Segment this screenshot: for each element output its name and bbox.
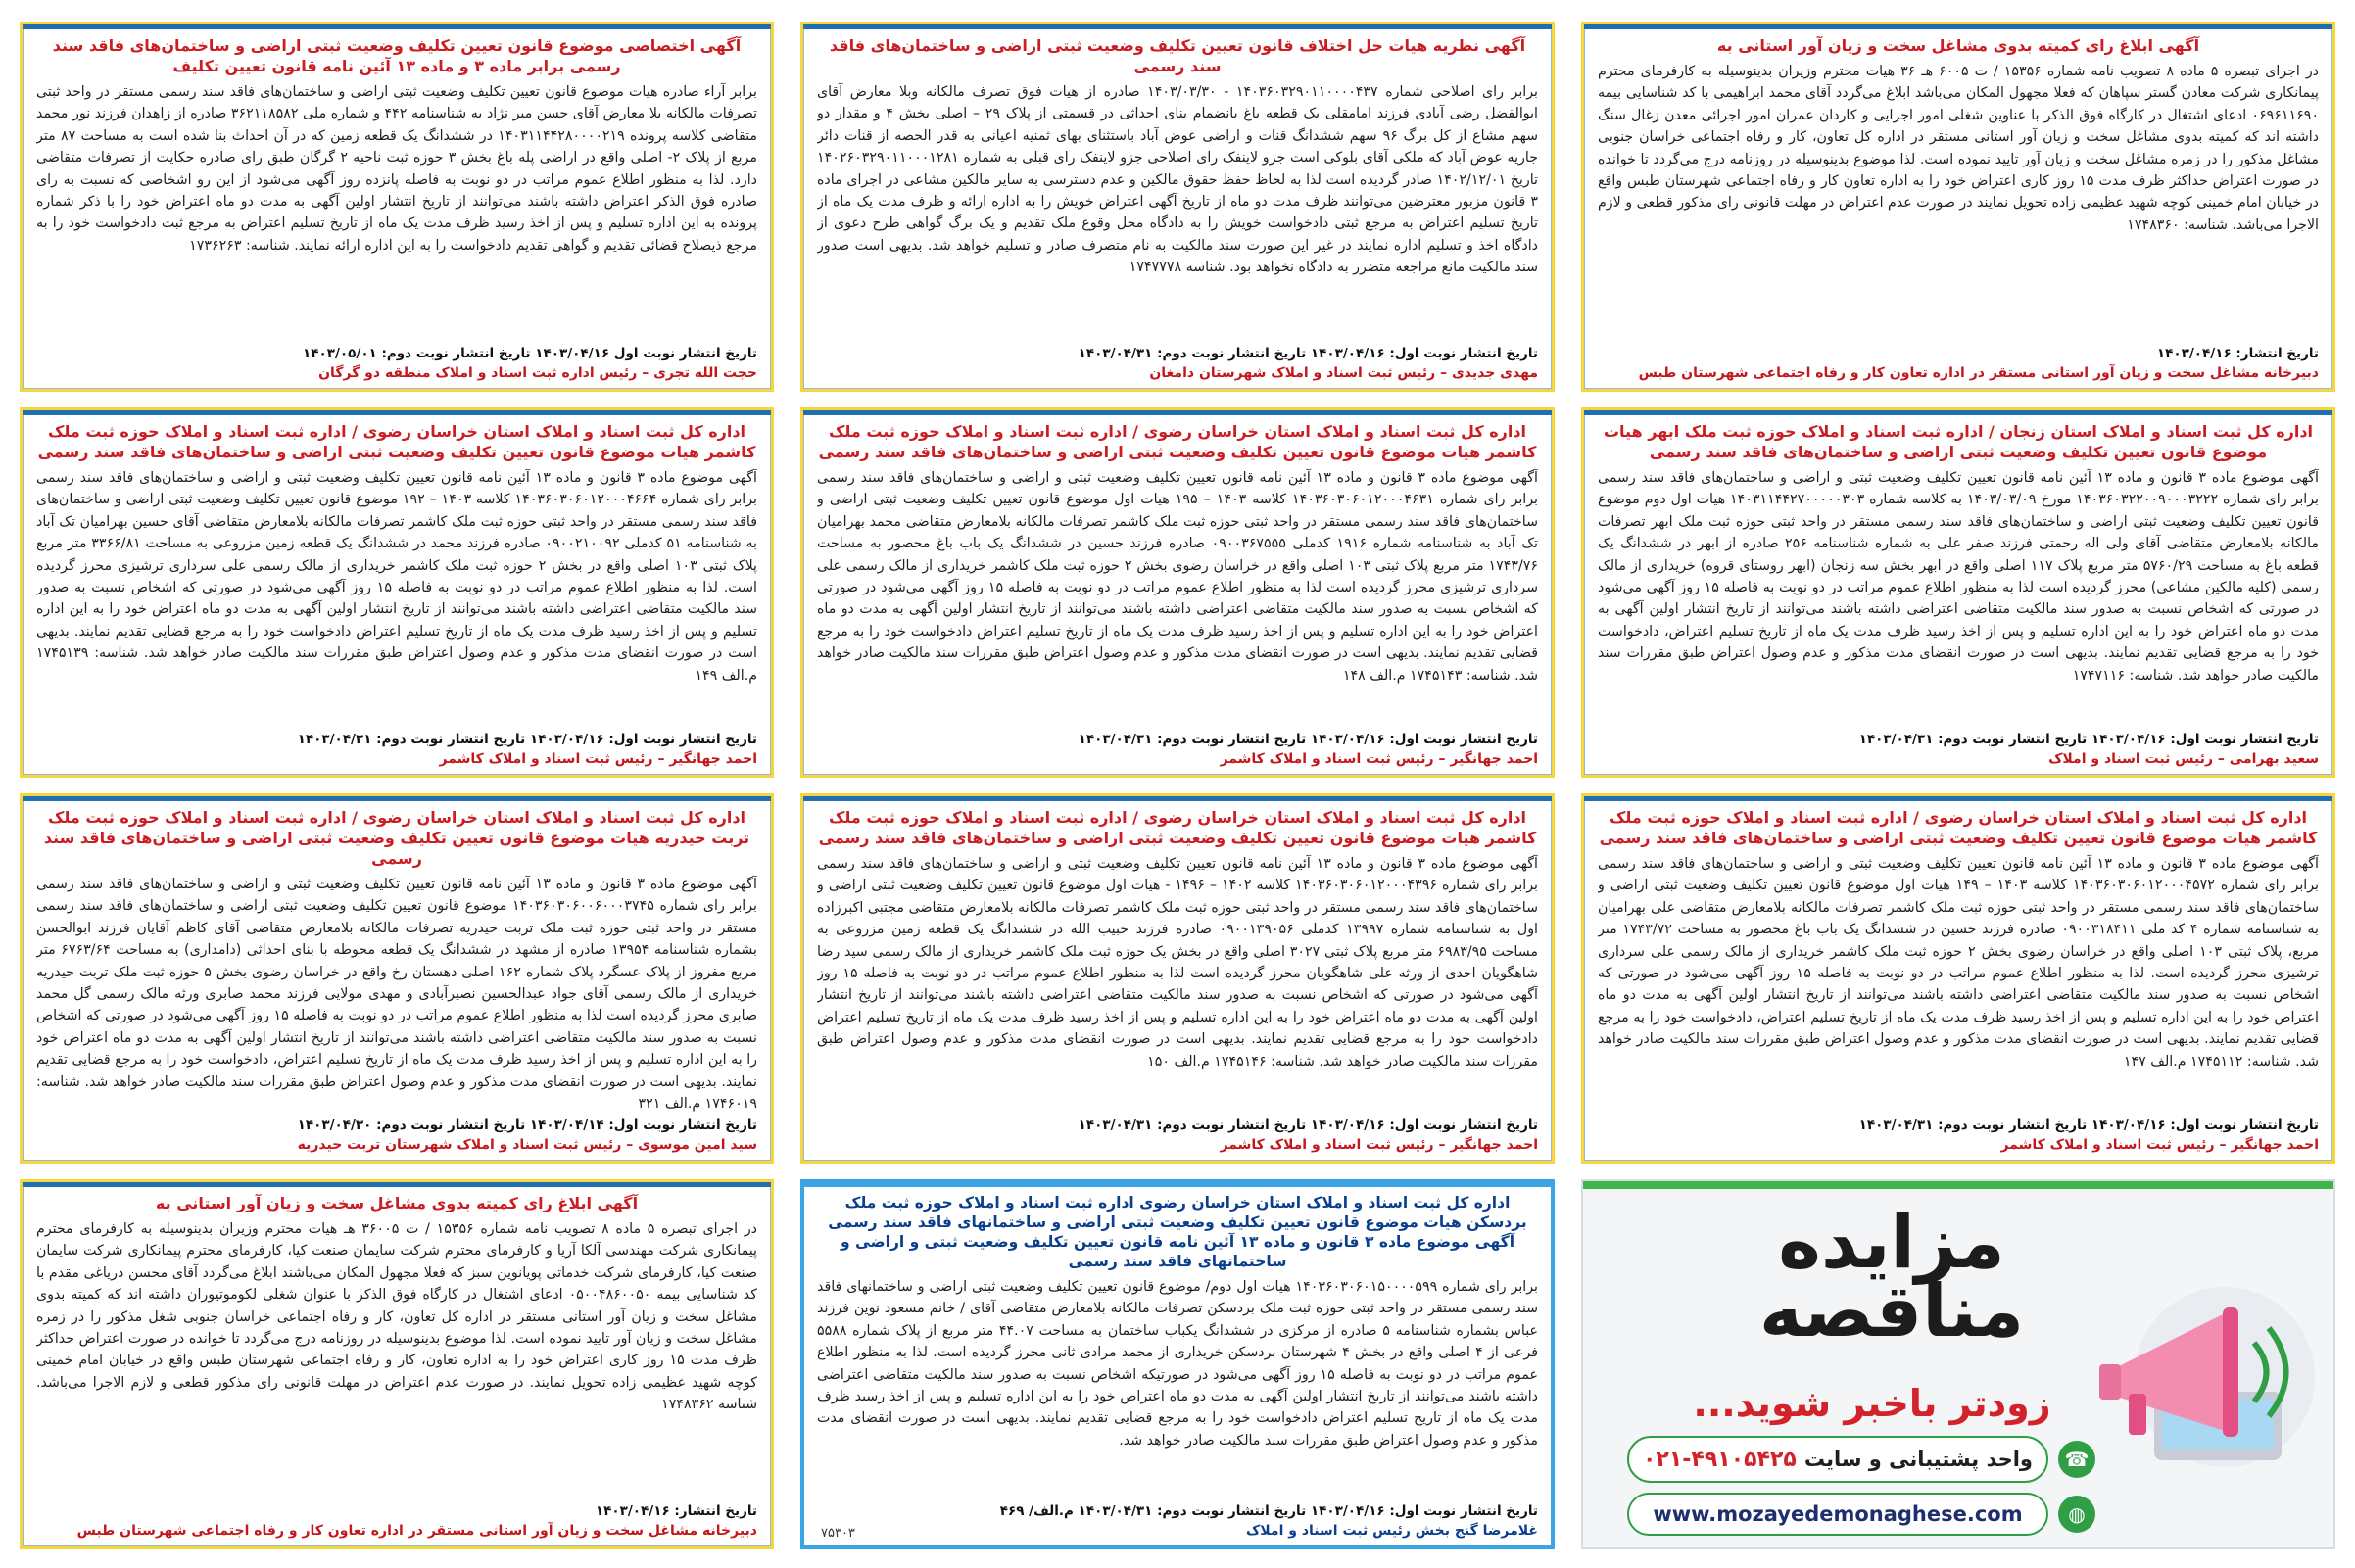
notice-signer: سید امین موسوی – رئیس ثبت اسناد و املاک شهرستان تربت حیدریه — [297, 1137, 757, 1153]
notice-date: تاریخ انتشار نوبت اول: ۱۴۰۳/۰۴/۱۶ تاریخ انتشار نوبت دوم: ۱۴۰۳/۰۴/۳۱ — [1078, 346, 1538, 361]
notice-body: آگهی موضوع ماده ۳ قانون و ماده ۱۳ آئین نامه قانون تعیین تکلیف وضعیت ثبتی و اراضی و ساختمان‌های فاقد سند رسمی برابر رای شماره ۱۴۰۳۶۰۳۰۶۰۱۲۰۰۰۴۶۳۱ کلاسه ۱۴۰۳ – ۱۹۵ هیات اول موضوع قانون تعیین تکلیف وضعیت ثبتی اراضی و ساختمان‌های فاقد سند رسمی مستقر در واحد ثبتی حوزه ثبت ملک کاشمر تصرفات مالکانه بلامعارض متقاضی محمد بهرامیان تک آباد به شناسنامه شماره ۱۹۱۶ کدملی ۰۹۰۰۳۶۷۵۵۵ صادره فرزند حسین در ششدانگ یک باب باغ محصور به مساحت ۱۷۴۳/۷۶ متر مربع پلاک ثبتی ۱۰۳ اصلی واقع در خراسان رضوی بخش ۲ حوزه ثبت ملک کاشمر خریداری از مالک رسمی علی سرداری ترشیزی محرز گردیده است لذا به منظور اطلاع عموم مراتب در دو نوبت به فاصله ۱۵ روز آگهی می‌شود در صورتی که اشخاص نسبت به صدور سند مالکیت متقاضی اعتراضی داشته باشند می‌توانند از تاریخ انتشار اولین آگهی به مدت دو ماه اعتراض خود را به این اداره تسلیم و پس از اخذ رسید ظرف مدت یک ماه از تاریخ تسلیم اعتراض دادخواست خود را به مرجع قضایی تقدیم نمایند. بدیهی است در صورت انقضای مدت مذکور و عدم وصول اعتراض طبق مقررات سند مالکیت صادر خواهد شد. شناسه: ۱۷۴۵۱۴۳ م.الف ۱۴۸ — [817, 470, 1538, 684]
notice-date: تاریخ انتشار: ۱۴۰۳/۰۴/۱۶ — [595, 1503, 757, 1519]
notice-body: در اجرای تبصره ۵ ماده ۸ تصویب نامه شماره ۱۵۳۵۶ / ت ۶۰۰۵ هـ ۳۶ هیات محترم وزیران بدینوسیله به کارفرمای محترم پیمانکاری شرکت معادن گستر سپاهان که فعلا مجهول المکان می‌باشد ابلاغ می‌گردد آقای محمد ابراهیمی با کد شناسایی بیمه ۰۶۹۶۱۱۶۹۰ ادعای اشتغال در کارگاه فوق الذکر با عناوین شغلی امور اجرایی و کاردان عمران امور اجرائی معدن زغال سنگ داشته اند که کمیته بدوی مشاغل سخت و زیان آور استانی مستقر در اداره کل تعاون، کار و رفاه اجتماعی خراسان جنوبی مشاغل مذکور را در زمره مشاغل سخت و زیان آور تایید نموده است. لذا موضوع بدینوسیله در روزنامه درج می‌گردد تا خوانده در صورت اعتراض حداکثر ظرف مدت ۱۵ روز کاری اعتراض خود را به اداره تعاون کار و رفاه اجتماعی شهرستان طبس واقع در خیابان امام خمینی کوچه شهید عظیمی زاده تحویل نمایند در صورت عدم اعتراض در مهلت قانونی رای مذکور قطعی و لازم الاجرا می‌باشد. شناسه: ۱۷۴۸۳۶۰ — [1598, 64, 2319, 233]
notice-date: تاریخ انتشار نوبت اول: ۱۴۰۳/۰۴/۱۶ تاریخ انتشار نوبت دوم: ۱۴۰۳/۰۴/۳۱ — [1078, 1117, 1538, 1133]
support-phone-box[interactable] — [1627, 1436, 2048, 1483]
support-phone-number[interactable]: ۰۲۱-۴۹۱۰۵۴۲۵ — [1643, 1447, 1797, 1472]
notice-title: اداره کل ثبت اسناد و املاک استان خراسان رضوی / اداره ثبت اسناد و املاک حوزه ثبت ملک تربت حیدریه هیات موضوع قانون تعیین تکلیف وضعیت ثبتی اراضی و ساختمان‌های فاقد سند رسمی — [43, 808, 750, 868]
notice-body: آگهی موضوع ماده ۳ قانون و ماده ۱۳ آئین نامه قانون تعیین تکلیف وضعیت ثبتی و اراضی و ساختمان‌های فاقد سند رسمی برابر رای شماره ۱۴۰۳۶۰۳۰۶۰۰۶۰۰۰۳۷۴۵ موضوع قانون تعیین تکلیف وضعیت ثبتی اراضی و ساختمان‌های فاقد سند رسمی مستقر در واحد ثبتی حوزه ثبت ملک تربت حیدریه تصرفات مالکانه بلامعارض متقاضی آقای کاظم آقایان فرزند ابوالحسن بشماره شناسنامه ۱۳۹۵۴ صادره از مشهد در ششدانگ یک قطعه محوطه با بنای احداثی (دامداری) به مساحت ۶۷۶۳/۶۴ متر مربع مفروز از پلاک عسگرد پلاک شماره ۱۶۲ اصلی دهستان رخ واقع در خراسان رضوی بخش ۵ حوزه ثبت ملک تربت حیدریه خریداری از مالک رسمی آقای جواد عبدالحسین نصیرآبادی و مهدی مولایی فرزند محمد صابری ورثه مالک رسمی گل محمد صابری محرز گردیده است لذا به منظور اطلاع عموم مراتب در دو نوبت به فاصله ۱۵ روز آگهی می‌شود در صورتی که اشخاص نسبت به صدور سند مالکیت متقاضی اعتراضی داشته باشند می‌توانند از تاریخ انتشار اولین آگهی به مدت دو ماه اعتراض خود را به این اداره تسلیم و پس از اخذ رسید ظرف مدت یک ماه از تاریخ تسلیم اعتراض، دادخواست خود را به مرجع قضایی تقدیم نمایند. بدیهی است در صورت انقضای مدت مذکور و عدم وصول اعتراض طبق مقررات سند مالکیت صادر خواهد شد. شناسه: ۱۷۴۶۰۱۹ م.الف ۳۲۱ — [36, 877, 757, 1113]
notice-tabas-2 — [20, 1179, 774, 1549]
notice-abhar — [1581, 407, 2335, 778]
notice-signer: دبیرخانه مشاغل سخت و زیان آور استانی مستقر در اداره تعاون کار و رفاه اجتماعی شهرستان طبس — [1638, 365, 2319, 381]
logo-line-2: مناقصه — [1758, 1269, 2025, 1354]
notice-body: آگهی موضوع ماده ۳ قانون و ماده ۱۳ آئین نامه قانون تعیین تکلیف وضعیت ثبتی و اراضی و ساختمان‌های فاقد سند رسمی برابر رای شماره ۱۴۰۳۶۰۳۰۶۰۱۲۰۰۰۴۶۶۴ کلاسه ۱۴۰۳ – ۱۹۲ موضوع قانون تعیین تکلیف وضعیت ثبتی اراضی و ساختمان‌های فاقد سند رسمی مستقر در واحد ثبتی حوزه ثبت ملک کاشمر تصرفات مالکانه بلامعارض متقاضی آقای حسین بهرامیان تک آباد به شناسنامه ۵۱ کدملی ۰۹۰۰۲۱۰۰۹۲ صادره فرزند محمد در ششدانگ یک قطعه زمین مزروعی به مساحت ۳۳۶۶/۸۱ متر مربع پلاک ثبتی ۱۰۳ اصلی واقع در بخش ۲ حوزه ثبت ملک کاشمر خریداری از مالک رسمی علی سرداری ترشیزی محرز گردیده است. لذا به منظور اطلاع عموم مراتب در دو نوبت به فاصله ۱۵ روز آگهی می‌شود در صورتی که اشخاص نسبت به صدور سند مالکیت متقاضی اعتراضی داشته باشند می‌توانند از تاریخ انتشار اولین آگهی به مدت دو ماه اعتراض خود را به این اداره تسلیم و پس از اخذ رسید ظرف مدت یک ماه از تاریخ تسلیم اعتراض دادخواست خود را به مرجع قضایی تقدیم نمایند. بدیهی است در صورت انقضای مدت مذکور و عدم وصول اعتراض طبق مقررات سند مالکیت صادر خواهد شد. شناسه: ۱۷۴۵۱۳۹ م.الف ۱۴۹ — [36, 470, 757, 684]
notice-date: تاریخ انتشار: ۱۴۰۳/۰۴/۱۶ — [2156, 346, 2319, 361]
notice-title: اداره کل ثبت اسناد و املاک استان خراسان رضوی / اداره ثبت اسناد و املاک حوزه ثبت ملک کاشمر هیات موضوع قانون تعیین تکلیف وضعیت ثبتی اراضی و ساختمان‌های فاقد سند رسمی — [1599, 808, 2318, 847]
notice-body: آگهی موضوع ماده ۳ قانون و ماده ۱۳ آئین نامه قانون تعیین تکلیف وضعیت ثبتی و اراضی و ساختمان‌های فاقد سند رسمی برابر رای شماره ۱۴۰۳۶۰۳۰۶۰۱۲۰۰۰۴۵۷۲ کلاسه ۱۴۰۳ – ۱۴۹ هیات اول موضوع قانون تعیین تکلیف وضعیت ثبتی اراضی و ساختمان‌های فاقد سند رسمی مستقر در واحد ثبتی حوزه ثبت ملک کاشمر تصرفات مالکانه بلامعارض متقاضی علی بهرامیان به شناسنامه شماره ۴ کد ملی ۰۹۰۰۳۱۸۴۱۱ صادره فرزند حسین در ششدانگ یک باب باغ محصور به مساحت ۱۷۴۳/۷۲ متر مربع، پلاک ثبتی ۱۰۳ اصلی واقع در خراسان رضوی بخش ۲ حوزه ثبت ملک کاشمر خریداری از مالک رسمی علی سرداری ترشیزی محرز گردیده است. لذا به منظور اطلاع عموم مراتب در دو نوبت به فاصله ۱۵ روز آگهی می‌شود در صورتی که اشخاص نسبت به صدور سند مالکیت متقاضی اعتراضی داشته باشند می‌توانند از تاریخ انتشار اولین آگهی به مدت دو ماه اعتراض خود را به این اداره تسلیم و پس از اخذ رسید ظرف مدت یک ماه از تاریخ تسلیم اعتراض، دادخواست خود را به مرجع قضایی تقدیم نمایند. بدیهی است در صورت انقضای مدت مذکور و عدم وصول اعتراض طبق مقررات سند مالکیت صادر خواهد شد. شناسه: ۱۷۴۵۱۱۲ م.الف ۱۴۷ — [1598, 856, 2319, 1069]
notice-torbat-heydarieh — [20, 793, 774, 1164]
notice-signer: احمد جهانگیر – رئیس ثبت اسناد و املاک کاشمر — [439, 751, 757, 767]
notice-date: تاریخ انتشار نوبت اول: ۱۴۰۳/۰۴/۱۶ تاریخ انتشار نوبت دوم: ۱۴۰۳/۰۴/۳۱ — [297, 732, 757, 747]
notice-date: تاریخ انتشار نوبت اول: ۱۴۰۳/۰۴/۱۶ تاریخ انتشار نوبت دوم: ۱۴۰۳/۰۴/۳۱ م.الف/ ۴۶۹ — [999, 1503, 1538, 1519]
notice-kashmar-149 — [20, 407, 774, 778]
notice-body: برابر آراء صادره هیات موضوع قانون تعیین تکلیف وضعیت ثبتی اراضی و ساختمان‌های فاقد سند رسمی مستقر در واحد ثبتی تصرفات مالکانه بلا معارض آقای حسن میر نژاد به شناسنامه ۴۴۲ و شماره ملی ۳۶۲۱۱۸۵۸۲ صادره از زاهدان فرزند نور محمد متقاضی کلاسه پرونده ۱۴۰۳۱۱۴۴۲۸۰۰۰۰۲۱۹ در ششدانگ یک قطعه زمین که در آن احداث بنا شده است به مساحت ۸۷ متر مربع از پلاک ۲- اصلی واقع در اراضی پله باغ بخش ۳ حوزه ثبت ناحیه ۲ گرگان طبق رای صادره حکایت از تصرفات متقاضی دارد. لذا به منظور اطلاع عموم مراتب در دو نوبت به فاصله پانزده روز آگهی می‌شود از این رو اشخاصی که نسبت به رای صادره فوق الذکر اعتراض داشته باشند می‌توانند از تاریخ انتشار اولین آگهی به مدت دو ماه اعتراض خود را با ذکر شماره پرونده به این اداره تسلیم و پس از اخذ رسید ظرف مدت یک ماه از تاریخ تسلیم اعتراض به مرجع ثبت دادخواست خود را به مرجع ذیصلاح قضائی تقدیم و گواهی تقدیم دادخواست را به این اداره ارائه نمایند. شناسه: ۱۷۳۶۲۶۳ — [36, 84, 757, 254]
logo-line-1: مزایده — [1778, 1201, 2005, 1285]
notice-signer: احمد جهانگیر – رئیس ثبت اسناد و املاک کاشمر — [2000, 1137, 2319, 1153]
notice-title: آگهی اختصاصی موضوع قانون تعیین تکلیف وضعیت ثبتی اراضی و ساختمان‌های فاقد سند رسمی برابر ماده ۳ و ماده ۱۳ آئین نامه قانون تعیین تکلیف — [52, 36, 742, 75]
notice-signer: احمد جهانگیر – رئیس ثبت اسناد و املاک کاشمر — [1220, 1137, 1538, 1153]
notice-date: تاریخ انتشار نوبت اول: ۱۴۰۳/۰۴/۱۶ تاریخ انتشار نوبت دوم: ۱۴۰۳/۰۴/۳۱ — [1858, 732, 2319, 747]
notice-tabas-1 — [1581, 22, 2335, 392]
globe-icon: ◍ — [2058, 1496, 2095, 1533]
notice-signer: غلامرضا گنج بخش رئیس ثبت اسناد و املاک — [1245, 1523, 1538, 1539]
notice-kashmar-147 — [1581, 793, 2335, 1164]
notice-body: برابر رای شماره ۱۴۰۳۶۰۳۰۶۰۱۵۰۰۰۰۵۹۹ هیات اول دوم/ موضوع قانون تعیین تکلیف وضعیت ثبتی اراضی و ساختمانهای فاقد سند رسمی مستقر در واحد ثبتی حوزه ثبت ملک بردسکن تصرفات مالکانه بلامعارض متقاضی آقای / خانم مسعود نوین فرزند عباس بشماره شناسنامه ۵ صادره از مرکزی در ششدانگ یکباب ساختمان به مساحت ۴۴.۰۷ متر مربع از پلاک شماره ۵۵۸۸ فرعی از ۴ اصلی واقع در بخش ۴ شهرستان بردسکن خریداری از محمد مرادی ثانی محرز گردیده است. لذا به منظور اطلاع عموم مراتب در دو نوبت به فاصله ۱۵ روز آگهی می‌شود در صورتیکه اشخاص نسبت به صدور سند مالکیت متقاضی اعتراضی داشته باشند می‌توانند از تاریخ انتشار اولین آگهی به مدت دو ماه اعتراض خود را به این اداره تسلیم و پس از اخذ رسید ظرف مدت یک ماه از تاریخ تسلیم اعتراض دادخواست خود را به مرجع قضایی تقدیم نمایند. بدیهی است در صورت انقضای مدت مذکور و عدم وصول اعتراض طبق مقررات سند مالکیت صادر خواهد شد. — [817, 1279, 1538, 1449]
notice-date: تاریخ انتشار نوبت اول: ۱۴۰۳/۰۴/۱۶ تاریخ انتشار نوبت دوم: ۱۴۰۳/۰۴/۳۱ — [1078, 732, 1538, 747]
brand-logo — [1715, 1201, 2068, 1354]
advertisement-banner[interactable] — [1581, 1179, 2335, 1549]
notice-kashmar-148 — [800, 407, 1555, 778]
notice-signer: دبیرخانه مشاغل سخت و زیان آور استانی مستقر در اداره تعاون کار و رفاه اجتماعی شهرستان طبس — [76, 1523, 757, 1539]
notice-date: تاریخ انتشار نوبت اول: ۱۴۰۳/۰۴/۱۶ تاریخ انتشار نوبت دوم: ۱۴۰۳/۰۴/۳۱ — [1858, 1117, 2319, 1133]
notice-title: اداره کل ثبت اسناد و املاک استان خراسان رضوی / اداره ثبت اسناد و املاک حوزه ثبت ملک کاشمر هیات موضوع قانون تعیین تکلیف وضعیت ثبتی اراضی و ساختمان‌های فاقد سند رسمی — [818, 808, 1537, 847]
ad-tagline: زودتر باخبر شوید... — [1693, 1382, 2051, 1425]
notice-title: اداره کل ثبت اسناد و املاک استان خراسان رضوی / اداره ثبت اسناد و املاک حوزه ثبت ملک کاشمر هیات موضوع قانون تعیین تکلیف وضعیت ثبتی اراضی و ساختمان‌های فاقد سند رسمی — [818, 422, 1537, 461]
notices-page — [20, 22, 2335, 1549]
notice-title: آگهی نظریه هیات حل اختلاف قانون تعیین تکلیف وضعیت ثبتی اراضی و ساختمان‌های فاقد سند رسمی — [829, 36, 1526, 75]
ad-top-stripe — [1583, 1181, 2333, 1189]
notice-body: آگهی موضوع ماده ۳ قانون و ماده ۱۳ آئین نامه قانون تعیین تکلیف وضعیت ثبتی و اراضی و ساختمان‌های فاقد سند رسمی برابر رای شماره ۱۴۰۳۶۰۳۲۲۰۰۹۰۰۰۳۲۲۲ مورخ ۱۴۰۳/۰۳/۰۹ به کلاسه شماره ۱۴۰۳۱۱۴۴۲۷۰۰۰۰۰۳۰۳ هیات اول دوم موضوع قانون تعیین تکلیف وضعیت ثبتی اراضی و ساختمان‌های فاقد سند رسمی مستقر در واحد ثبتی حوزه ثبت ملک ابهر تصرفات مالکانه بلامعارض متقاضی آقای ولی اله رحمتی فرزند صفر علی به شماره شناسنامه ۲۵۶ صادره از ابهر در ششدانگ یک قطعه باغ به مساحت ۵۷۶۰/۲۹ متر مربع پلاک ۱۱۷ اصلی واقع در ابهر بخش سه زنجان (ابهر روستای قروه) خریداری از مالک رسمی (کلیه مالکین مشاعی) محرز گردیده است لذا به منظور اطلاع عموم مراتب در دو نوبت به فاصله ۱۵ روز آگهی می‌شود در صورتی که اشخاص نسبت به صدور سند مالکیت متقاضی اعتراضی داشته باشند می‌توانند از تاریخ انتشار اولین آگهی به مدت دو ماه اعتراض خود را به این اداره تسلیم و پس از اخذ رسید ظرف مدت یک ماه از تاریخ تسلیم اعتراض، دادخواست خود را به مرجع قضایی تقدیم نمایند. بدیهی است در صورت انقضای مدت مذکور و عدم وصول اعتراض طبق مقررات سند مالکیت صادر خواهد شد. شناسه: ۱۷۴۷۱۱۶ — [1598, 470, 2319, 684]
notice-body: برابر رای اصلاحی شماره ۱۴۰۳۶۰۳۲۹۰۱۱۰۰۰۰۴۳۷ - ۱۴۰۳/۰۳/۳۰ صادره از هیات فوق تصرف مالکانه وبلا معارض آقای ابوالفضل رضی آبادی فرزند امامقلی یک قطعه باغ بانضمام بنای احداثی در قسمتی از پلاک ۲۹ – اصلی بخش ۴ و مقدار دو سهم مشاع از کل برگ ۹۶ سهم ششدانگ قنات و اراضی عوض آباد باستثنای بهای ثمنیه اعیانی به قدر الحصه از قنات دائر جاریه عوض آباد که ملکی آقای بلوکی است جزو لاینفک رای اصلاحی جزو لاینفک رای قبلی به شماره ۱۴۰۲۶۰۳۲۹۰۱۱۰۰۰۱۲۸۱ تاریخ ۱۴۰۲/۱۲/۰۱ صادر گردیده است لذا به لحاظ حفظ حقوق مالکین و عدم دسترسی به سایر مالکین مشاعی در اجرای ماده ۳ قانون مزبور معترضین می‌توانند ظرف مدت دو ماه از تاریخ آگهی اعتراض خویش را به اداره ارائه و ظرف مدت یک ماه از تاریخ تسلیم اعتراض به مرجع ثبتی دادخواست خویش را به دادگاه محل وقوع ملک تقدیم و یک برگ گواهی طرح دعوی از دادگاه اخذ و تسلیم اداره نمایند در غیر این صورت سند مالکیت به نام متصرف صادر و تسلیم خواهد شد. بدیهی است صدور سند مالکیت مانع مراجعه متضرر به دادگاه نخواهد بود. شناسه ۱۷۴۷۷۷۸ — [817, 84, 1538, 276]
page-number: ۷۵۳۰۳ — [821, 1526, 855, 1541]
notice-signer: احمد جهانگیر – رئیس ثبت اسناد و املاک کاشمر — [1220, 751, 1538, 767]
notice-kashmar-150 — [800, 793, 1555, 1164]
notice-signer: مهدی جدیدی – رئیس ثبت اسناد و املاک شهرستان دامغان — [1149, 365, 1538, 381]
notice-date: تاریخ انتشار نوبت اول: ۱۴۰۳/۰۴/۱۴ تاریخ انتشار نوبت دوم: ۱۴۰۳/۰۴/۳۰ — [297, 1117, 757, 1133]
notice-date: تاریخ انتشار نوبت اول ۱۴۰۳/۰۴/۱۶ تاریخ انتشار نوبت دوم: ۱۴۰۳/۰۵/۰۱ — [303, 346, 757, 361]
notice-title: آگهی ابلاغ رای کمیته بدوی مشاغل سخت و زیان آور استانی به — [1716, 36, 2200, 55]
megaphone-icon — [2078, 1274, 2323, 1480]
support-label: واحد پشتیبانی و سایت — [1803, 1448, 2033, 1471]
notice-title: اداره کل ثبت اسناد و املاک استان خراسان رضوی اداره ثبت اسناد و املاک حوزه ثبت ملک بردسکن هیات موضوع قانون تعیین تکلیف وضعیت ثبتی اراضی و ساختمانهای فاقد سند رسمی آگهی موضوع ماده ۳ قانون و ماده ۱۳ آئین نامه قانون تعیین تکلیف وضعیت ثبتی و اراضی و ساختمانهای فاقد سند رسمی — [828, 1194, 1527, 1270]
notice-gorgan — [20, 22, 774, 392]
notice-body: در اجرای تبصره ۵ ماده ۸ تصویب نامه شماره ۱۵۳۵۶ / ت ۳۶۰۰۵ هـ هیات محترم وزیران بدینوسیله به کارفرمای محترم پیمانکاری شرکت مهندسی آلکا آریا و کارفرمای محترم شرکت سایمان صنعت کیا، کارفرمای محترم پیمانکاری شرکت سایمان صنعت کیا، کارفرمای شرکت خدماتی پویانوین سبز که فعلا مجهول المکان می‌باشند ابلاغ می‌گردد آقای محسن دریاغی مقدم با کد شناسایی بیمه ۰۵۰۰۴۸۶۰۰۵۰ ادعای اشتغال در کارگاه فوق الذکر با عنوان شغلی لکوموتیوران داشته اند که کمیته بدوی مشاغل سخت و زیان آور استانی مستقر در اداره کل تعاون، کار و رفاه اجتماعی خراسان جنوبی شغل مذکور را در زمره مشاغل سخت و زیان آور تایید نموده است. لذا موضوع بدینوسیله در روزنامه درج می‌گردد تا خوانده در صورت اعتراض حداکثر ظرف مدت ۱۵ روز کاری اعتراض خود را به اداره تعاون، کار و رفاه اجتماعی شهرستان طبس واقع در خیابان امام خمینی کوچه شهید عظیمی زاده تحویل نمایند. در صورت عدم اعتراض در مهلت قانونی رای مذکور قطعی و لازم الاجرا می‌باشد. شناسه ۱۷۴۸۳۶۲ — [36, 1221, 757, 1413]
notice-title: اداره کل ثبت اسناد و املاک استان زنجان / اداره ثبت اسناد و املاک حوزه ثبت ملک ابهر هیات موضوع قانون تعیین تکلیف وضعیت ثبتی اراضی و ساختمان‌های فاقد سند رسمی — [1603, 422, 2314, 461]
notice-title: اداره کل ثبت اسناد و املاک استان خراسان رضوی / اداره ثبت اسناد و املاک حوزه ثبت ملک کاشمر هیات موضوع قانون تعیین تکلیف وضعیت ثبتی اراضی و ساختمان‌های فاقد سند رسمی — [37, 422, 756, 461]
notice-signer: حجت الله تجری – رئیس اداره ثبت اسناد و املاک منطقه دو گرگان — [318, 365, 757, 381]
notice-title: آگهی ابلاغ رای کمیته بدوی مشاغل سخت و زیان آور استانی به — [155, 1194, 639, 1212]
notice-damghan — [800, 22, 1555, 392]
phone-icon: ☎ — [2058, 1441, 2095, 1478]
website-link[interactable]: www.mozayedemonaghese.com — [1627, 1493, 2048, 1536]
notice-bardaskan — [800, 1179, 1555, 1549]
notice-signer: سعید بهرامی – رئیس ثبت اسناد و املاک — [2048, 751, 2319, 767]
notice-body: آگهی موضوع ماده ۳ قانون و ماده ۱۳ آئین نامه قانون تعیین تکلیف وضعیت ثبتی و اراضی و ساختمان‌های فاقد سند رسمی برابر رای شماره ۱۴۰۳۶۰۳۰۶۰۱۲۰۰۰۴۳۹۶ کلاسه ۱۴۰۲ – ۱۴۹۶ - هیات اول موضوع قانون تعیین تکلیف وضعیت ثبتی اراضی و ساختمان‌های فاقد سند رسمی مستقر در واحد ثبتی حوزه ثبت ملک کاشمر تصرفات مالکانه بلامعارض متقاضی مجتبی اکبرزاده اول به شناسنامه شماره ۱۳۹۹۷ کدملی ۰۹۰۰۱۳۹۰۵۶ صادره فرزند حبیب الله در ششدانگ یک قطعه زمین مزروعی به مساحت ۶۹۸۳/۹۵ متر مربع پلاک ثبتی ۳۰۲۷ اصلی واقع در بخش یک حوزه ثبت ملک کاشمر خریداری از مالک رسمی سید رضا شاهگویان احدی از ورثه علی شاهگویان محرز گردیده است لذا به منظور اطلاع عموم مراتب در دو نوبت به فاصله ۱۵ روز آگهی می‌شود در صورتی که اشخاص نسبت به صدور سند مالکیت متقاضی اعتراضی داشته باشند می‌توانند از تاریخ انتشار اولین آگهی به مدت دو ماه اعتراض خود را به این اداره تسلیم و پس از اخذ رسید ظرف مدت یک ماه از تاریخ تسلیم اعتراض دادخواست خود را به مرجع قضایی تقدیم نمایند. بدیهی است در صورت انقضای مدت مذکور و عدم وصول اعتراض طبق مقررات سند مالکیت صادر خواهد شد. شناسه: ۱۷۴۵۱۴۶ م.الف ۱۵۰ — [817, 856, 1538, 1069]
